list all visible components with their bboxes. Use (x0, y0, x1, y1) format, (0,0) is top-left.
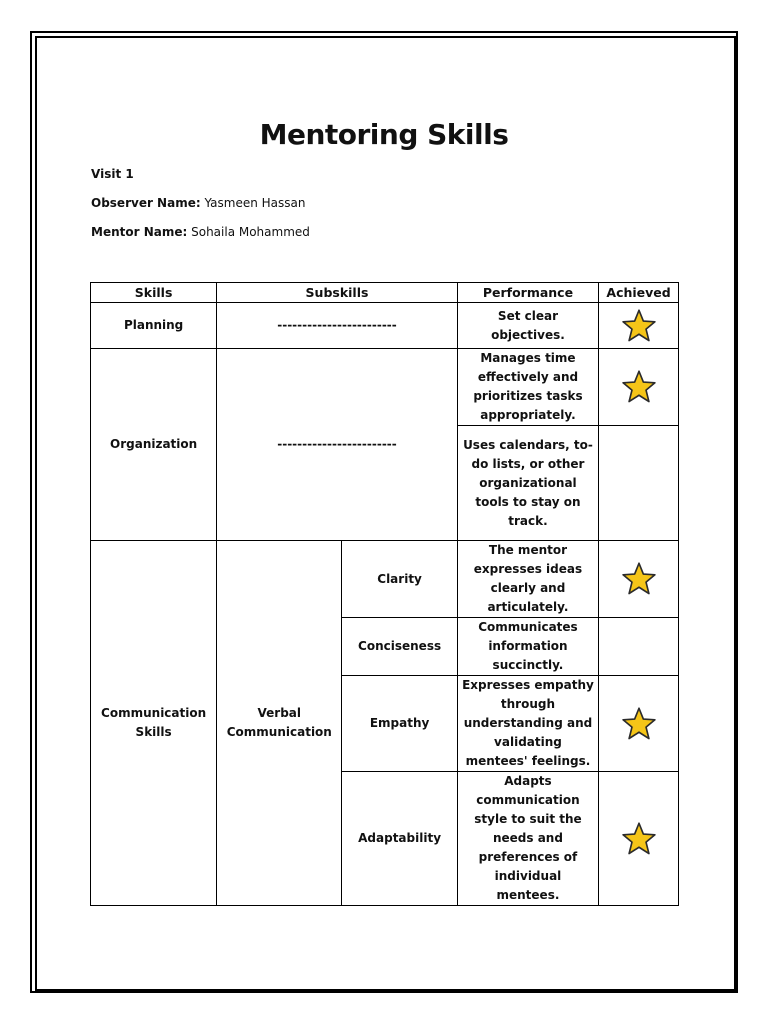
achieved-adaptability (599, 772, 679, 906)
page-title: Mentoring Skills (259, 118, 509, 151)
skills-table (90, 282, 679, 906)
header-subskills: Subskills (217, 283, 458, 303)
star-icon (621, 821, 657, 857)
mentor-name (91, 225, 310, 239)
table-header-row (91, 283, 679, 303)
skill-planning: Planning (91, 303, 217, 349)
header-skills: Skills (91, 283, 217, 303)
performance-clarity: The mentor expresses ideas clearly and articulately. (457, 541, 598, 618)
star-icon (621, 706, 657, 742)
subskill-adaptability: Adaptability (342, 772, 457, 906)
star-icon (621, 561, 657, 597)
performance-conciseness: Communicates information succinctly. (457, 618, 598, 676)
achieved-conciseness (599, 618, 679, 676)
achieved-clarity (599, 541, 679, 618)
header-performance: Performance (457, 283, 598, 303)
performance-empathy: Expresses empathy through understanding and validating mentees' feelings. (457, 676, 598, 772)
performance-organization-2: Uses calendars, to-do lists, or other organizational tools to stay on track. (457, 426, 598, 541)
achieved-planning (599, 303, 679, 349)
subskill-verbal-communication: Verbal Communication (217, 541, 342, 906)
mentor-value: Sohaila Mohammed (191, 225, 310, 239)
observer-label: Observer Name: (91, 196, 201, 210)
achieved-organization-1 (599, 349, 679, 426)
observer-value: Yasmeen Hassan (204, 196, 306, 210)
subskill-empathy: Empathy (342, 676, 457, 772)
achieved-empathy (599, 676, 679, 772)
table-row (91, 349, 679, 426)
skill-organization: Organization (91, 349, 217, 541)
performance-adaptability: Adapts communication style to suit the needs and preferences of individual mentees. (457, 772, 598, 906)
header-achieved: Achieved (599, 283, 679, 303)
star-icon (621, 308, 657, 344)
performance-organization-1: Manages time effectively and prioritizes tasks appropriately. (457, 349, 598, 426)
mentor-label: Mentor Name: (91, 225, 188, 239)
subskill-organization: ------------------------ (217, 349, 458, 541)
table-row (91, 303, 679, 349)
subskill-clarity: Clarity (342, 541, 457, 618)
performance-planning: Set clear objectives. (457, 303, 598, 349)
star-icon (621, 369, 657, 405)
visit-label: Visit 1 (91, 167, 134, 181)
skill-communication: Communication Skills (91, 541, 217, 906)
subskill-planning: ------------------------ (217, 303, 458, 349)
observer-name (91, 196, 305, 210)
achieved-organization-2 (599, 426, 679, 541)
table-row (91, 541, 679, 618)
subskill-conciseness: Conciseness (342, 618, 457, 676)
